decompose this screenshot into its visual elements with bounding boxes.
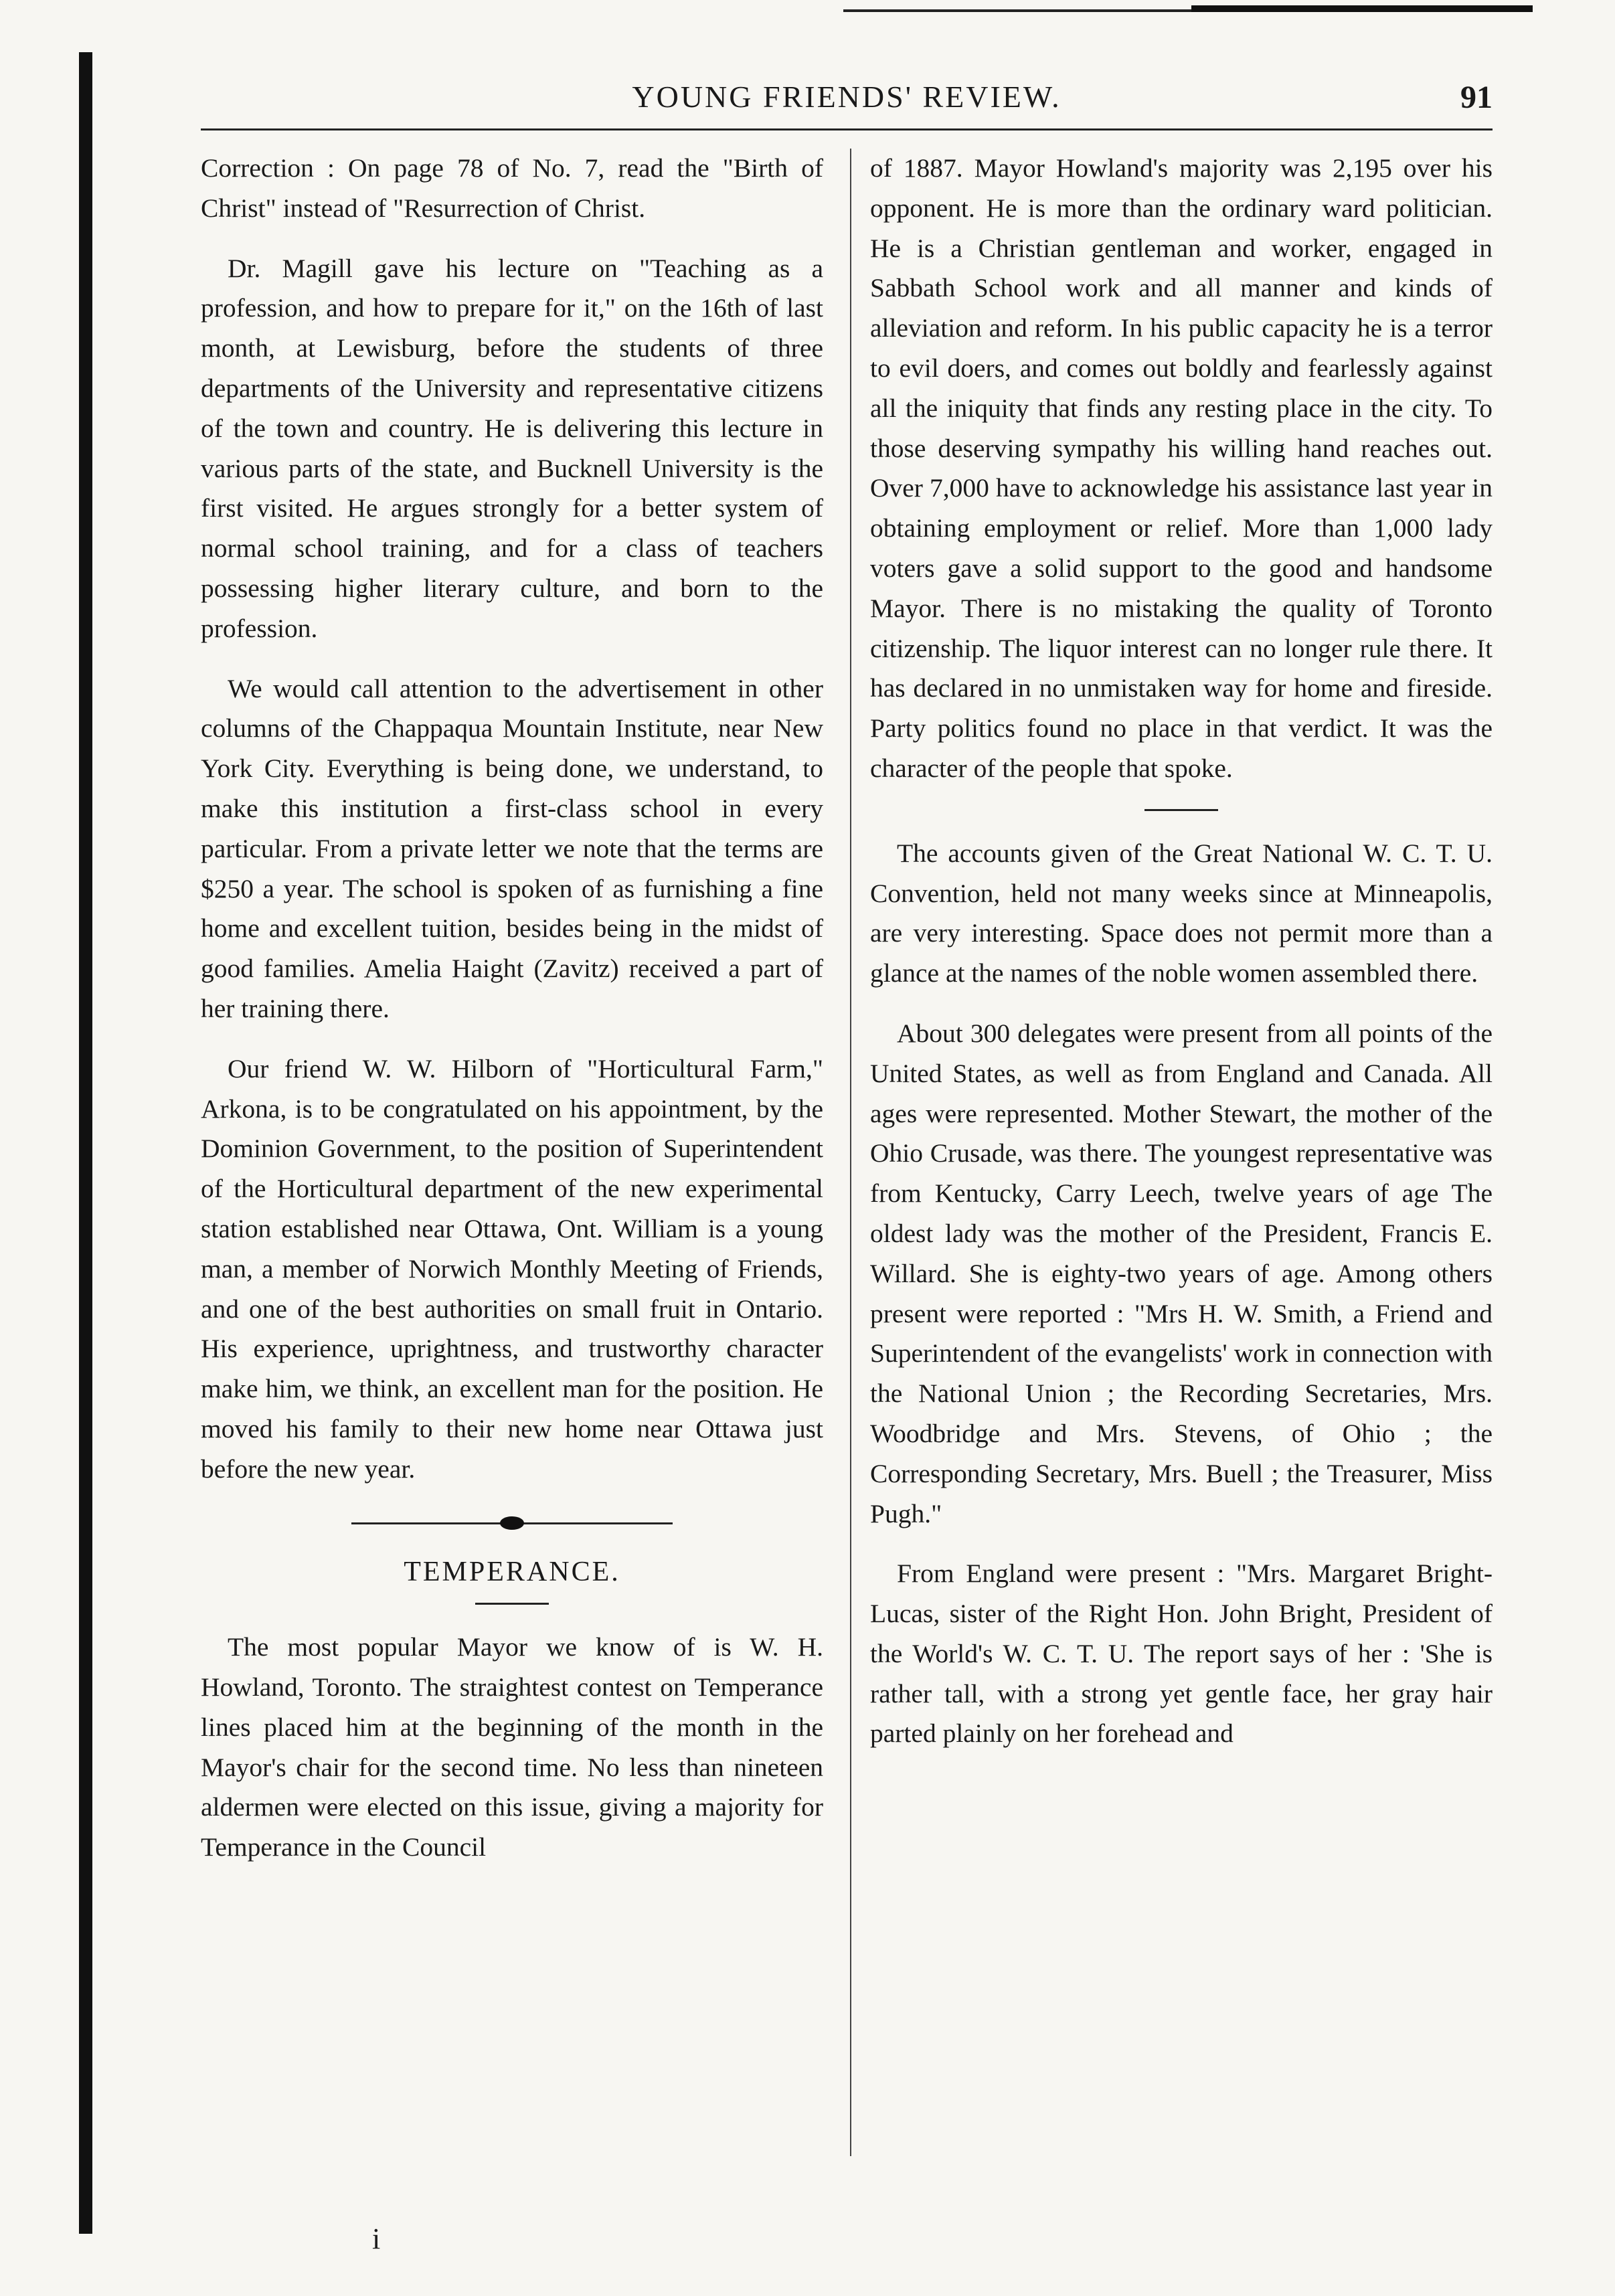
correction-paragraph: Correction : On page 78 of No. 7, read the "Birth of Christ" instead of "Resurrection of Christ. (201, 153, 823, 223)
right-column (870, 149, 1493, 1774)
ornament-icon (500, 1516, 524, 1530)
binding-edge-bar (79, 52, 92, 2234)
ornamental-divider (351, 1510, 673, 1536)
signature-mark: i (372, 2222, 381, 2255)
magill-lecture-paragraph: Dr. Magill gave his lecture on "Teaching as a profession, and how to prepare for it," on the 16th of last month, at Lewisburg, before the students of three departments of the University and representative citizens of the town and country. He is delivering this lecture in various parts of the state, and Bucknell University is the first visited. He argues strongly for a better system of normal school training, and for a class of teachers possessing higher literary culture, and born to the profession. (201, 253, 823, 643)
article-separator-rule (1144, 809, 1218, 811)
delegates-paragraph: About 300 delegates were present from all points of the United States, as well as from England and Canada. All ages were represented. Mother Stewart, the mother of the Ohio Crusade, was there. The youngest representative was from Kentucky, Carry Leech, twelve years of age The oldest lady was the mother of the President, Francis E. Willard. She is eighty-two years of age. Among others present were reported : "Mrs H. W. Smith, a Friend and Superintendent of the evangelists' work in connection with the National Union ; the Recording Secretaries, Mrs. Woodbridge and Mrs. Stevens, of Ohio ; the Corresponding Secretary, Mrs. Buell ; the Treasurer, Miss Pugh." (870, 1018, 1493, 1528)
journal-title: YOUNG FRIENDS' REVIEW. (632, 80, 1061, 114)
howland-continued-paragraph: of 1887. Mayor Howland's majority was 2,195 over his opponent. He is more than the ordinary ward politician. He is a Christian gentleman and worker, engaged in Sabbath School work and all manner and kinds of alleviation and reform. In his public capacity he is a terror to evil doers, and comes out boldly and fearlessly against all the iniquity that finds any resting place in the city. To those deserving sympathy his willing hand reaches out. Over 7,000 have to acknowledge his assistance last year in obtaining employment or relief. More than 1,000 lady voters gave a solid support to the good and handsome Mayor. There is no mistaking the quality of Toronto citizenship. The liquor interest can no longer rule there. It has declared in no unmistaken way for home and fireside. Party politics found no place in that verdict. It was the character of the people that spoke. (870, 153, 1493, 783)
wctu-convention-paragraph: The accounts given of the Great National W. C. T. U. Convention, held not many weeks since at Minneapolis, are very interesting. Space does not permit more than a glance at the names of the noble women assembled there. (870, 838, 1493, 988)
hilborn-appointment-paragraph: Our friend W. W. Hilborn of "Horticultural Farm," Arkona, is to be congratulated on his appointment, by the Dominion Government, to the position of Superintendent of the Horticultural department of the new experimental station established near Ottawa, Ont. William is a young man, a member of Norwich Monthly Meeting of Friends, and one of the best authorities on small fruit in Ontario. His experience, uprightness, and trustworthy character make him, we think, an excellent man for the position. He moved his family to their new home near Ottawa just before the new year. (201, 1053, 823, 1484)
running-head (201, 79, 1493, 126)
header-rule (201, 128, 1493, 130)
section-rule (475, 1603, 549, 1605)
page-number: 91 (1460, 80, 1493, 115)
england-delegates-paragraph: From England were present : "Mrs. Margaret Bright-Lucas, sister of the Right Hon. John Bright, President of the World's W. C. T. U. The report says of her : 'She is rather tall, with a strong yet gentle face, her gray hair parted plainly on her forehead and (870, 1559, 1493, 1749)
section-heading-temperance: TEMPERANCE. (404, 1556, 620, 1587)
chappaqua-institute-paragraph: We would call attention to the advertisement in other columns of the Chappaqua Mountain Institute, near New York City. Everything is being done, we understand, to make this institution a first-class school in every particular. From a private letter we note that the terms are $250 a year. The school is spoken of as furnishing a fine home and excellent tuition, besides being in the midst of good families. Amelia Haight (Zavitz) received a part of her training there. (201, 673, 823, 1023)
left-column (201, 149, 823, 1888)
top-edge-rule-thick (1191, 5, 1533, 12)
temperance-paragraph: The most popular Mayor we know of is W. H. Howland, Toronto. The straightest contest on Temperance lines placed him at the beginning of the month in the Mayor's chair for the second time. No less than nineteen aldermen were elected on this issue, giving a majority for Temperance in the Council (201, 1632, 823, 1862)
column-divider (850, 149, 851, 2156)
